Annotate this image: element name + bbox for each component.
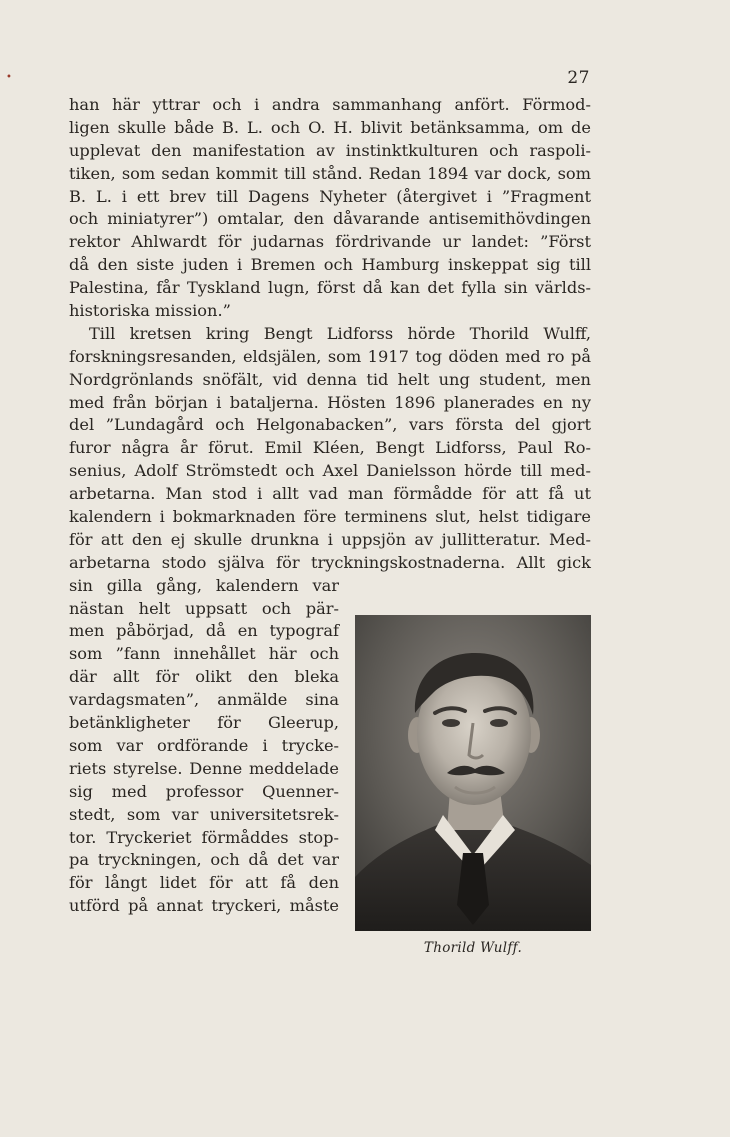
left-eye [442,719,460,727]
corner-mark: • [6,72,12,83]
text-line: betänkligheter för Gleerup, [69,713,339,733]
text-line: upplevat den manifestation av instinktkulturen och raspoli- [69,140,591,160]
text-line: där allt för olikt den bleka [69,667,339,687]
text-line: Palestina, får Tyskland lugn, först då kan det fylla sin världs- [69,278,591,298]
text-line: forskningsresanden, eldsjälen, som 1917 tog döden med ro på [69,346,591,366]
text-line: senius, Adolf Strömstedt och Axel Danielsson hörde till med- [69,461,591,481]
text-line: nästan helt uppsatt och pär- [69,598,339,618]
text-line: kalendern i bokmarknaden före terminens slut, helst tidigare [69,507,591,527]
text-line: och miniatyrer”) omtalar, den dåvarande antisemithövdingen [69,209,591,229]
text-line: sig med professor Quenner- [69,781,339,801]
figure-caption: Thorild Wulff. [423,940,523,956]
text-line: B. L. i ett brev till Dagens Nyheter (återgivet i ”Fragment [69,186,591,206]
right-eye [490,719,508,727]
text-line: vardagsmaten”, anmälde sina [69,690,339,710]
text-line: rektor Ahlwardt för judarnas fördrivande ur landet: ”Först [69,232,591,252]
text-line: för långt lidet för att få den [69,873,339,893]
text-line: som var ordförande i trycke- [69,735,339,755]
page-number: 27 [567,68,590,88]
text-line: riets styrelse. Denne meddelade [69,758,339,778]
text-line: Nordgrönlands snöfält, vid denna tid helt ung student, men [69,369,591,389]
text-line: stedt, som var universitetsrek- [69,804,339,824]
text-line: med från början i bataljerna. Hösten 1896 planerades en ny [69,392,591,412]
text-line: då den siste juden i Bremen och Hamburg inskeppat sig till [69,255,591,275]
text-line: men påbörjad, då en typograf [69,621,339,641]
text-line: ligen skulle både B. L. och O. H. blivit betänksamma, om de [69,117,591,137]
text-line: tor. Tryckeriet förmåddes stop- [69,827,339,847]
portrait-image [355,615,591,931]
text-line: furor några år förut. Emil Kléen, Bengt Lidforss, Paul Ro- [69,438,591,458]
text-line: tiken, som sedan kommit till stånd. Redan 1894 var dock, som [69,163,591,183]
text-line: för att den ej skulle drunkna i uppsjön av jullitteratur. Med- [69,529,591,549]
text-line: som ”fann innehållet här och [69,644,339,664]
text-line: historiska mission.” [69,301,231,321]
text-line: sin gilla gång, kalendern var [69,575,339,595]
text-line: arbetarna stodo själva för tryckningskostnaderna. Allt gick [69,552,591,572]
text-line: han här yttrar och i andra sammanhang anfört. Förmod- [69,95,591,114]
text-line: utförd på annat tryckeri, måste [69,896,339,916]
portrait-photo [355,615,591,931]
text-line: Till kretsen kring Bengt Lidforss hörde Thorild Wulff, [89,323,591,343]
text-line: arbetarna. Man stod i allt vad man förmådde för att få ut [69,484,591,504]
text-line: pa tryckningen, och då det var [69,850,339,870]
text-line: del ”Lundagård och Helgonabacken”, vars första del gjort [69,415,591,435]
